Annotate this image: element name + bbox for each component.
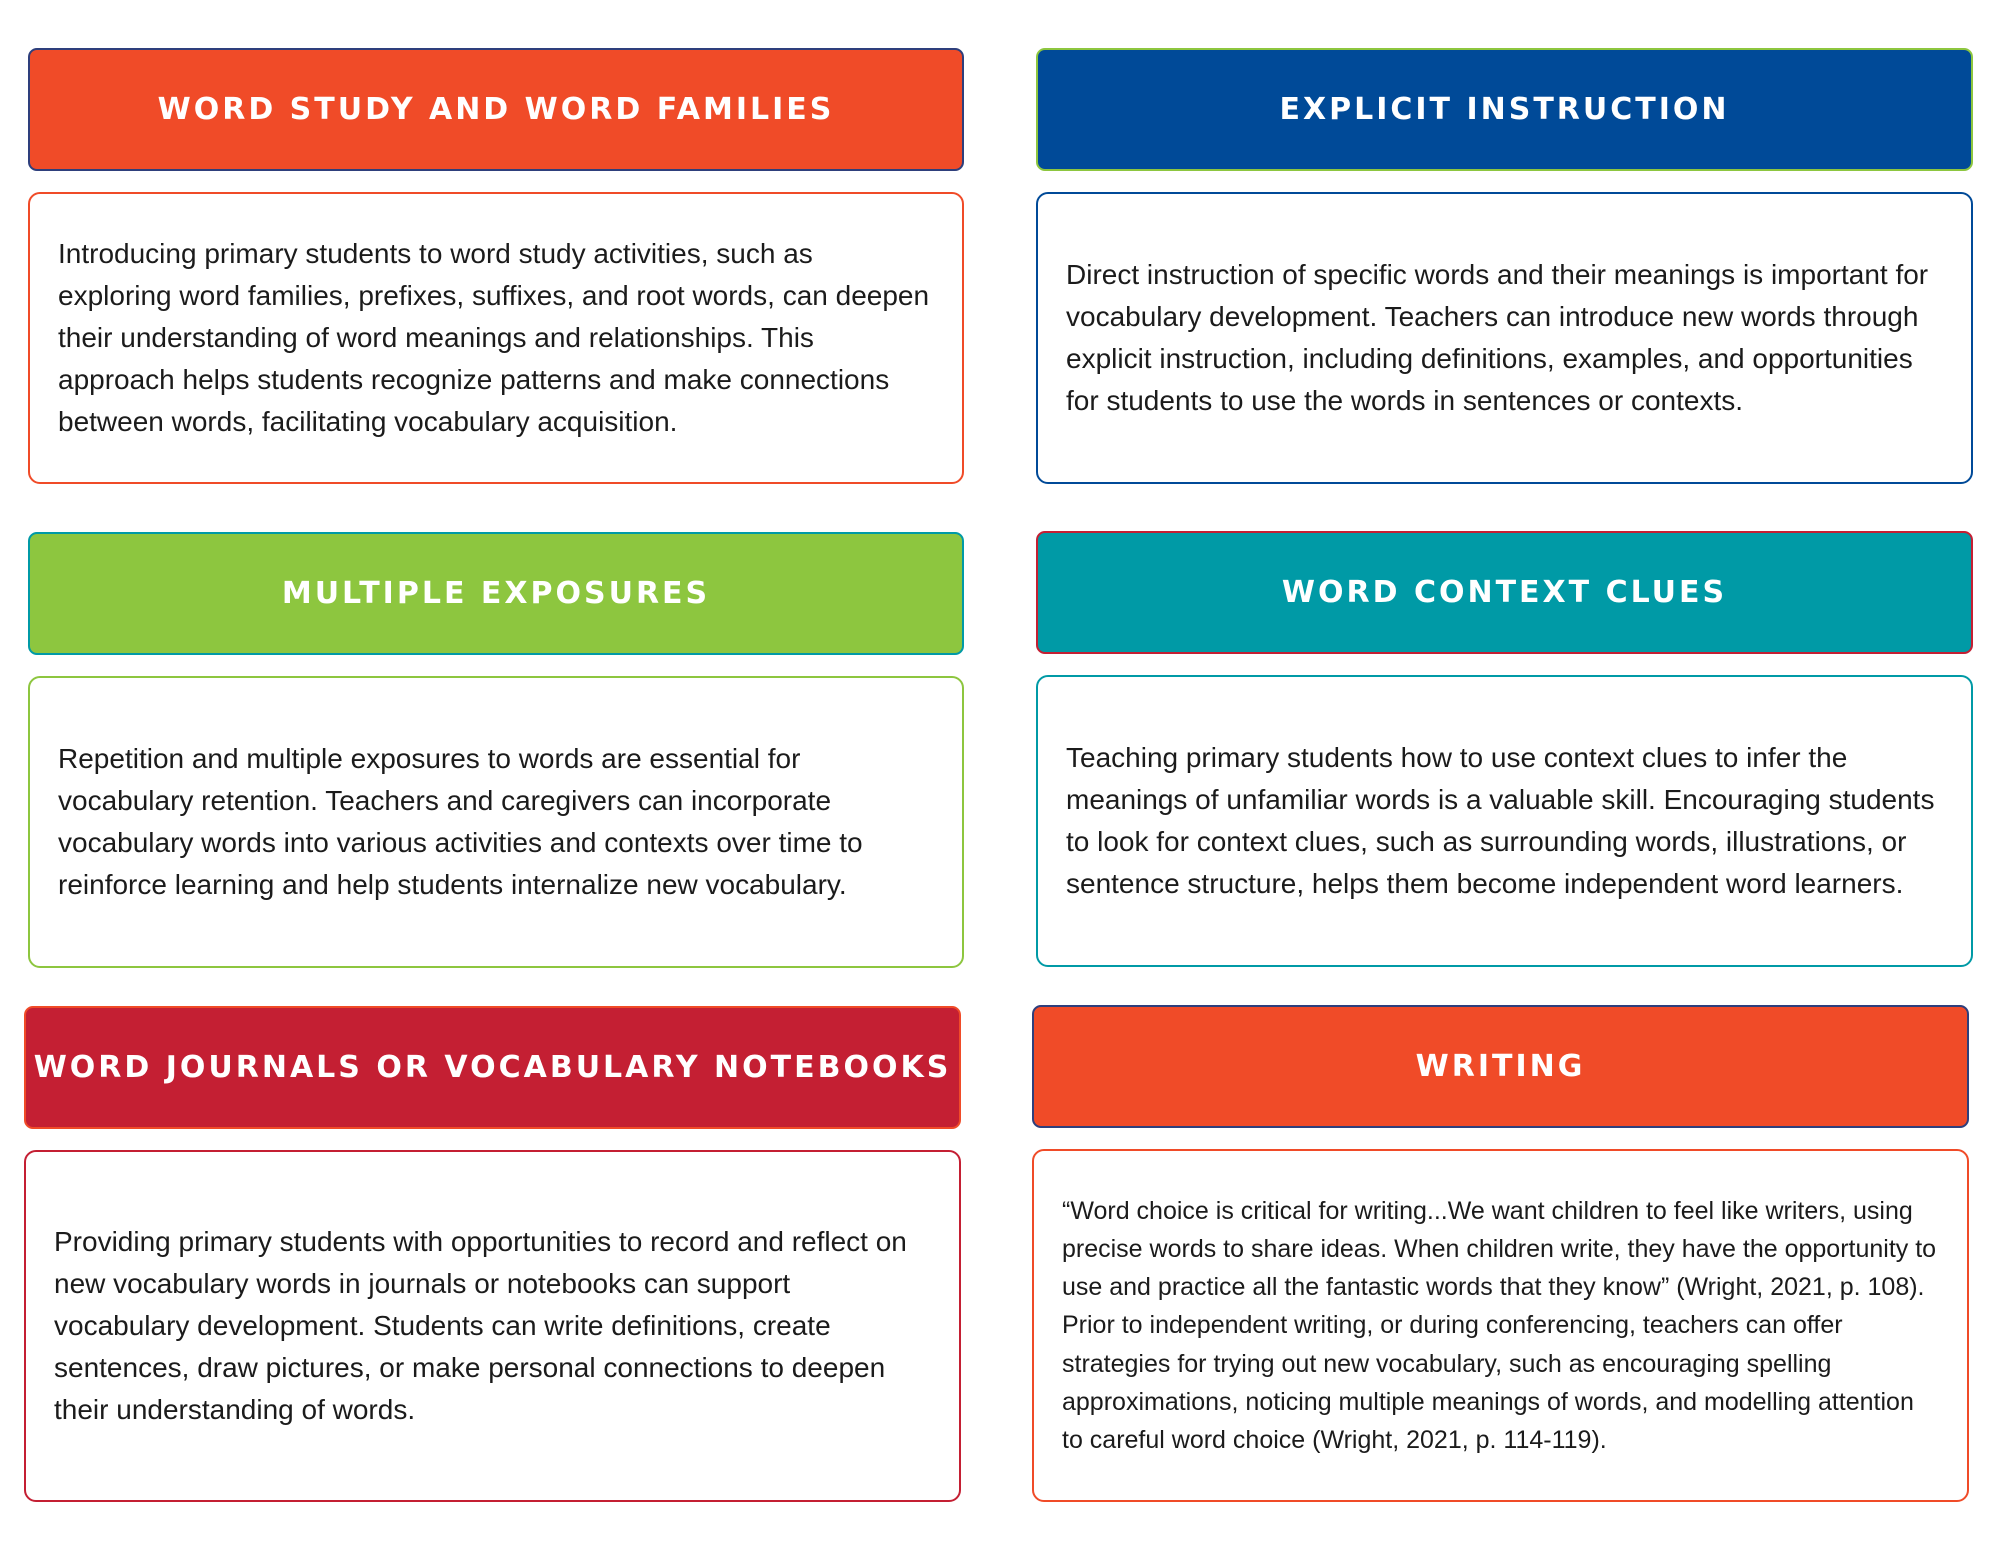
writing-text: “Word choice is critical for writing...We want children to feel like writers, using precise words to share ideas. When children write, they have the opportunity to use and practice all the fantastic words that they know” (Wright, 2021, p. 108). Prior to independent writing, or during conferencing, teachers can offer strategies for trying out new vocabulary, such as encouraging spelling approximations, noticing multiple meanings of words, and modelling attention to careful word choice (Wright, 2021, p. 114-119). bbox=[1062, 1196, 1937, 1454]
multiple-exposures-header bbox=[28, 532, 964, 655]
writing-header bbox=[1032, 1005, 1969, 1128]
word-journals-title: WORD JOURNALS OR VOCABULARY NOTEBOOKS bbox=[33, 1050, 952, 1085]
explicit-instruction-header bbox=[1036, 48, 1973, 171]
word-study-card bbox=[28, 192, 964, 484]
writing-card bbox=[1032, 1149, 1969, 1502]
word-journals-text: Providing primary students with opportunities to record and reflect on new vocabulary words in journals or notebooks can support vocabulary development. Students can write definitions, create sentences, draw pictures, or make personal connections to deepen their understanding of words. bbox=[54, 1226, 907, 1425]
word-study-title: WORD STUDY AND WORD FAMILIES bbox=[157, 92, 835, 127]
word-study-header bbox=[28, 48, 964, 171]
word-journals-card bbox=[24, 1150, 961, 1502]
explicit-instruction-text: Direct instruction of specific words and their meanings is important for vocabulary development. Teachers can introduce new words through explicit instruction, including definitions, examples, and opportunities for students to use the words in sentences or contexts. bbox=[1066, 259, 1929, 416]
multiple-exposures-text: Repetition and multiple exposures to words are essential for vocabulary retention. Teachers and caregivers can incorporate vocabulary words into various activities and contexts over time to reinforce learning and help students internalize new vocabulary. bbox=[58, 743, 863, 900]
explicit-instruction-card bbox=[1036, 192, 1973, 484]
context-clues-title: WORD CONTEXT CLUES bbox=[1281, 575, 1728, 610]
context-clues-text: Teaching primary students how to use context clues to infer the meanings of unfamiliar words is a valuable skill. Encouraging students to look for context clues, such as surrounding words, illustrations, or sentence structure, helps them become independent word learners. bbox=[1066, 742, 1935, 899]
multiple-exposures-card bbox=[28, 676, 964, 968]
context-clues-header bbox=[1036, 531, 1973, 654]
word-journals-header bbox=[24, 1006, 961, 1129]
multiple-exposures-title: MULTIPLE EXPOSURES bbox=[281, 576, 711, 611]
writing-title: WRITING bbox=[1415, 1049, 1586, 1084]
context-clues-card bbox=[1036, 675, 1973, 967]
word-study-text: Introducing primary students to word study activities, such as exploring word families, prefixes, suffixes, and root words, can deepen their understanding of word meanings and relationships. This approach helps students recognize patterns and make connections between words, facilitating vocabulary acquisition. bbox=[58, 238, 930, 437]
explicit-instruction-title: EXPLICIT INSTRUCTION bbox=[1279, 92, 1730, 127]
